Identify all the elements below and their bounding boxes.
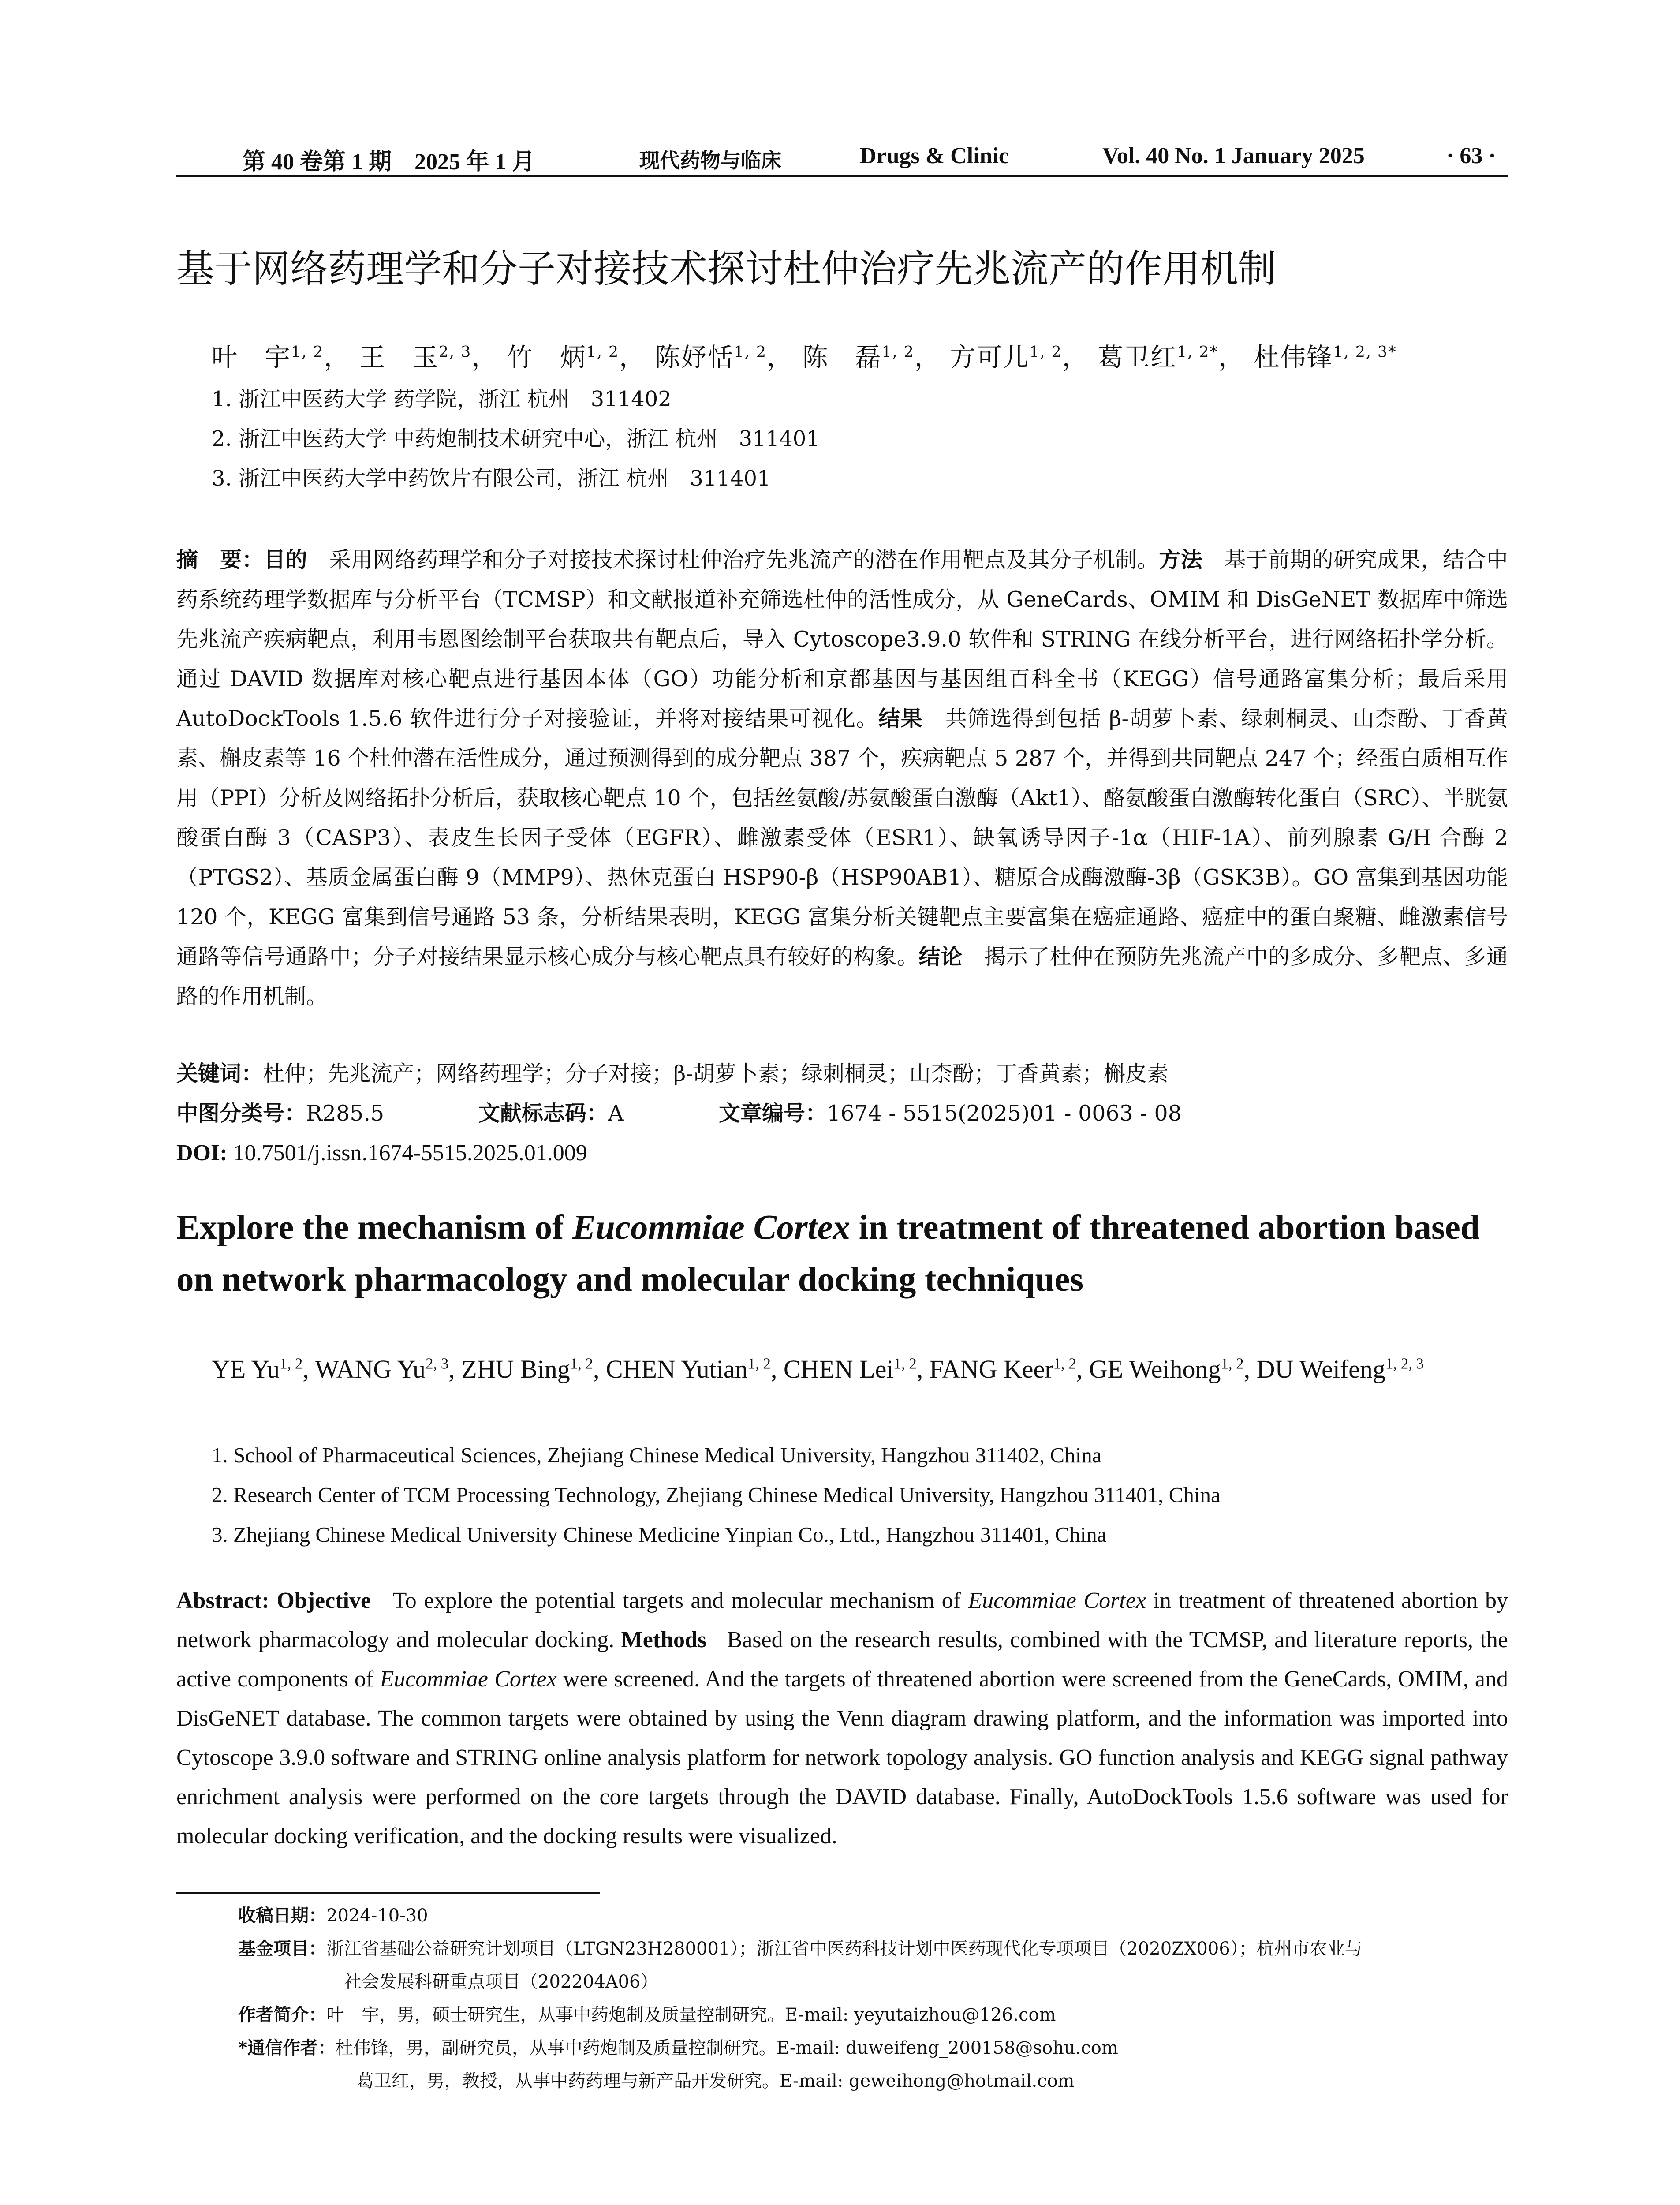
en-affiliation-2: 2. Research Center of TCM Processing Technology, Zhejiang Chinese Medical University, Hangzhou 311401, China xyxy=(212,1483,1221,1507)
cn-methods-text: 基于前期的研究成果，结合中药系统药理学数据库与分析平台（TCMSP）和文献报道补充筛选杜仲的活性成分，从 GeneCards、OMIM 和 DisGeNET 数据库中筛选先兆流产疾病靶点，利用韦恩图绘制平台获取共有靶点后，导入 Cytoscope3.9.0 软件和 STRING 在线分析平台，进行网络拓扑学分析。通过 DAVID 数据库对核心靶点进行基因本体（GO）功能分析和京都基因与基因组百科全书（KEGG）信号通路富集分析；最后采用 AutoDockTools 1.5.6 软件进行分子对接验证，并将对接结果可视化。 xyxy=(176,547,1508,731)
cn-objective-text: 采用网络药理学和分子对接技术探讨杜仲治疗先兆流产的潜在作用靶点及其分子机制。 xyxy=(329,547,1159,572)
cn-article-number xyxy=(719,1096,1182,1131)
cn-author-list: 叶 宇$^{1, 2}$， 王 玉$^{2, 3}$， 竹 炳$^{1, 2}$， 陈妤恬$^{1, 2}$， 陈 磊$^{1, 2}$， 方可儿$^{1, 2}$， 葛卫红$^{1, 2*}$， 杜伟锋$^{1, 2, 3*}$ xyxy=(212,342,1397,372)
cn-conclusion-text: 揭示了杜仲在预防先兆流产中的多成分、多靶点、多通路的作用机制。 xyxy=(176,944,1508,1009)
doi-value: 10.7501/j.issn.1674-5515.2025.01.009 xyxy=(233,1140,587,1166)
fn-author-bio: 作者简介：叶 宇，男，硕士研究生，从事中药炮制及质量控制研究。E-mail: yeyutaizhou@126.com xyxy=(238,2005,1056,2025)
en-author-list: YE Yu$^{1, 2}$, WANG Yu$^{2, 3}$, ZHU Bing$^{1, 2}$, CHEN Yutian$^{1, 2}$, CHEN Lei$^{1, 2}$, FANG Keer$^{1, 2}$, GE Weihong$^{1, 2}$, DU Weifeng$^{1, 2, 3}$ xyxy=(212,1355,1424,1383)
header-volume-cn: 第 40 卷第 1 期 2025 年 1 月 xyxy=(243,149,535,175)
fn-corresponding-2: 葛卫红，男，教授，从事中药药理与新产品开发研究。E-mail: geweihong@hotmail.com xyxy=(356,2071,1075,2091)
fn-fund: 基金项目：浙江省基础公益研究计划项目（LTGN23H280001）；浙江省中医药科技计划中医药现代化专项项目（2020ZX006）；杭州市农业与 xyxy=(238,1939,1363,1959)
en-author: CHEN Yutian$^{1, 2}$ xyxy=(605,1355,771,1383)
doi-line xyxy=(176,1136,587,1171)
en-methods-label: Methods xyxy=(621,1627,707,1652)
cn-doc-code xyxy=(478,1096,623,1131)
doi-label: DOI: xyxy=(176,1140,228,1166)
cn-affiliation-2: 2. 浙江中医药大学 中药炮制技术研究中心，浙江 杭州 311401 xyxy=(212,426,820,451)
doc-code-label: 文献标志码： xyxy=(478,1101,609,1126)
clc-label: 中图分类号： xyxy=(176,1101,306,1126)
cn-classification xyxy=(176,1096,384,1131)
footnote-divider xyxy=(176,1892,600,1894)
cn-author: 竹 炳$^{1, 2}$ xyxy=(507,342,620,372)
cn-results-text: 共筛选得到包括 β-胡萝卜素、绿刺桐灵、山柰酚、丁香黄素、槲皮素等 16 个杜仲潜在活性成分，通过预测得到的成分靶点 387 个，疾病靶点 5 287 个，并得到共同靶点 247 个；经蛋白质相互作用（PPI）分析及网络拓扑分析后，获取核心靶点 10 个，包括丝氨酸/苏氨酸蛋白激酶（Akt1）、酪氨酸蛋白激酶转化蛋白（SRC）、半胱氨酸蛋白酶 3（CASP3）、表皮生长因子受体（EGFR）、雌激素受体（ESR1）、缺氧诱导因子-1α（HIF-1A）、前列腺素 G/H 合酶 2（PTGS2）、基质金属蛋白酶 9（MMP9）、热休克蛋白 HSP90-β（HSP90AB1）、糖原合成酶激酶-3β（GSK3B）。GO 富集到基因功能 120 个，KEGG 富集到信号通路 53 条，分析结果表明，KEGG 富集分析关键靶点主要富集在癌症通路、癌症中的蛋白聚糖、雌激素信号通路等信号通路中；分子对接结果显示核心成分与核心靶点具有较好的构象。 xyxy=(176,706,1508,969)
en-author: DU Weifeng$^{1, 2, 3}$ xyxy=(1256,1355,1424,1383)
cn-conclusion-label: 结论 xyxy=(918,944,963,969)
en-article-title: Explore the mechanism of Eucommiae Cortex in treatment of threatened abortion based on network pharmacology and molecular docking techniques xyxy=(176,1208,1480,1299)
cn-keywords-label: 关键词： xyxy=(176,1061,263,1086)
cn-author: 陈妤恬$^{1, 2}$ xyxy=(654,342,767,372)
header-volume-en: Vol. 40 No. 1 January 2025 xyxy=(1102,143,1365,168)
cn-abstract-label: 摘 要： xyxy=(176,547,264,572)
en-author: FANG Keer$^{1, 2}$ xyxy=(929,1355,1076,1383)
cn-author: 叶 宇$^{1, 2}$ xyxy=(212,342,324,372)
en-abstract: Abstract: Objective To explore the potential targets and molecular mechanism of Eucommiae Cortex in treatment of threatened abortion by network pharmacology and molecular docking. Methods Based on the research results, combined with the TCMSP, and literature reports, the active components of Eucommiae Cortex were screened. And the targets of threatened abortion were screened from the GeneCards, OMIM, and DisGeNET database. The common targets were obtained by using the Venn diagram drawing platform, and the information was imported into Cytoscope 3.9.0 software and STRING online analysis platform for network topology analysis. GO function analysis and KEGG signal pathway enrichment analysis were performed on the core targets through the DAVID database. Finally, AutoDockTools 1.5.6 software was used for molecular docking verification, and the docking results were visualized. xyxy=(176,1588,1508,1849)
en-author: YE Yu$^{1, 2}$ xyxy=(212,1355,303,1383)
en-author: CHEN Lei$^{1, 2}$ xyxy=(783,1355,917,1383)
article-no-value: 1674 - 5515(2025)01 - 0063 - 08 xyxy=(827,1101,1182,1126)
article-no-label: 文章编号： xyxy=(719,1101,827,1126)
en-author: WANG Yu$^{2, 3}$ xyxy=(315,1355,449,1383)
cn-methods-label: 方法 xyxy=(1159,547,1203,572)
en-affiliation-1: 1. School of Pharmaceutical Sciences, Zhejiang Chinese Medical University, Hangzhou 311402, China xyxy=(212,1443,1102,1467)
cn-keywords-text: 杜仲；先兆流产；网络药理学；分子对接；β-胡萝卜素；绿刺桐灵；山柰酚；丁香黄素；槲皮素 xyxy=(263,1061,1169,1086)
running-header xyxy=(176,140,1508,177)
doc-code-value: A xyxy=(608,1101,624,1126)
cn-author: 方可儿$^{1, 2}$ xyxy=(950,342,1062,372)
cn-author: 陈 磊$^{1, 2}$ xyxy=(802,342,915,372)
fn-corresponding: *通信作者：杜伟锋，男，副研究员，从事中药炮制及质量控制研究。E-mail: duweifeng_200158@sohu.com xyxy=(238,2038,1118,2058)
fn-fund-line2: 社会发展科研重点项目（202204A06） xyxy=(344,1972,658,1992)
en-author: ZHU Bing$^{1, 2}$ xyxy=(461,1355,593,1383)
en-affiliation-3: 3. Zhejiang Chinese Medical University Chinese Medicine Yinpian Co., Ltd., Hangzhou 311401, China xyxy=(212,1522,1107,1547)
cn-keywords xyxy=(176,1056,1169,1091)
en-objective-label: Objective xyxy=(276,1588,371,1613)
cn-objective-label: 目的 xyxy=(264,547,308,572)
header-journal-cn: 现代药物与临床 xyxy=(639,149,781,172)
cn-author: 葛卫红$^{1, 2*}$ xyxy=(1098,342,1218,372)
cn-article-title: 基于网络药理学和分子对接技术探讨杜仲治疗先兆流产的作用机制 xyxy=(176,247,1276,291)
fn-received: 收稿日期：2024-10-30 xyxy=(238,1906,428,1926)
clc-value: R285.5 xyxy=(306,1101,385,1126)
en-abstract-label: Abstract: xyxy=(176,1588,269,1613)
header-page-number: · 63 · xyxy=(1446,143,1496,168)
cn-results-label: 结果 xyxy=(878,706,923,731)
cn-author: 杜伟锋$^{1, 2, 3*}$ xyxy=(1254,342,1397,372)
header-journal-en: Drugs & Clinic xyxy=(860,143,1009,168)
cn-author: 王 玉$^{2, 3}$ xyxy=(359,342,472,372)
cn-affiliation-1: 1. 浙江中医药大学 药学院，浙江 杭州 311402 xyxy=(212,387,672,411)
en-author: GE Weihong$^{1, 2}$ xyxy=(1089,1355,1244,1383)
cn-abstract xyxy=(176,540,1508,1017)
cn-affiliation-3: 3. 浙江中医药大学中药饮片有限公司，浙江 杭州 311401 xyxy=(212,466,771,491)
